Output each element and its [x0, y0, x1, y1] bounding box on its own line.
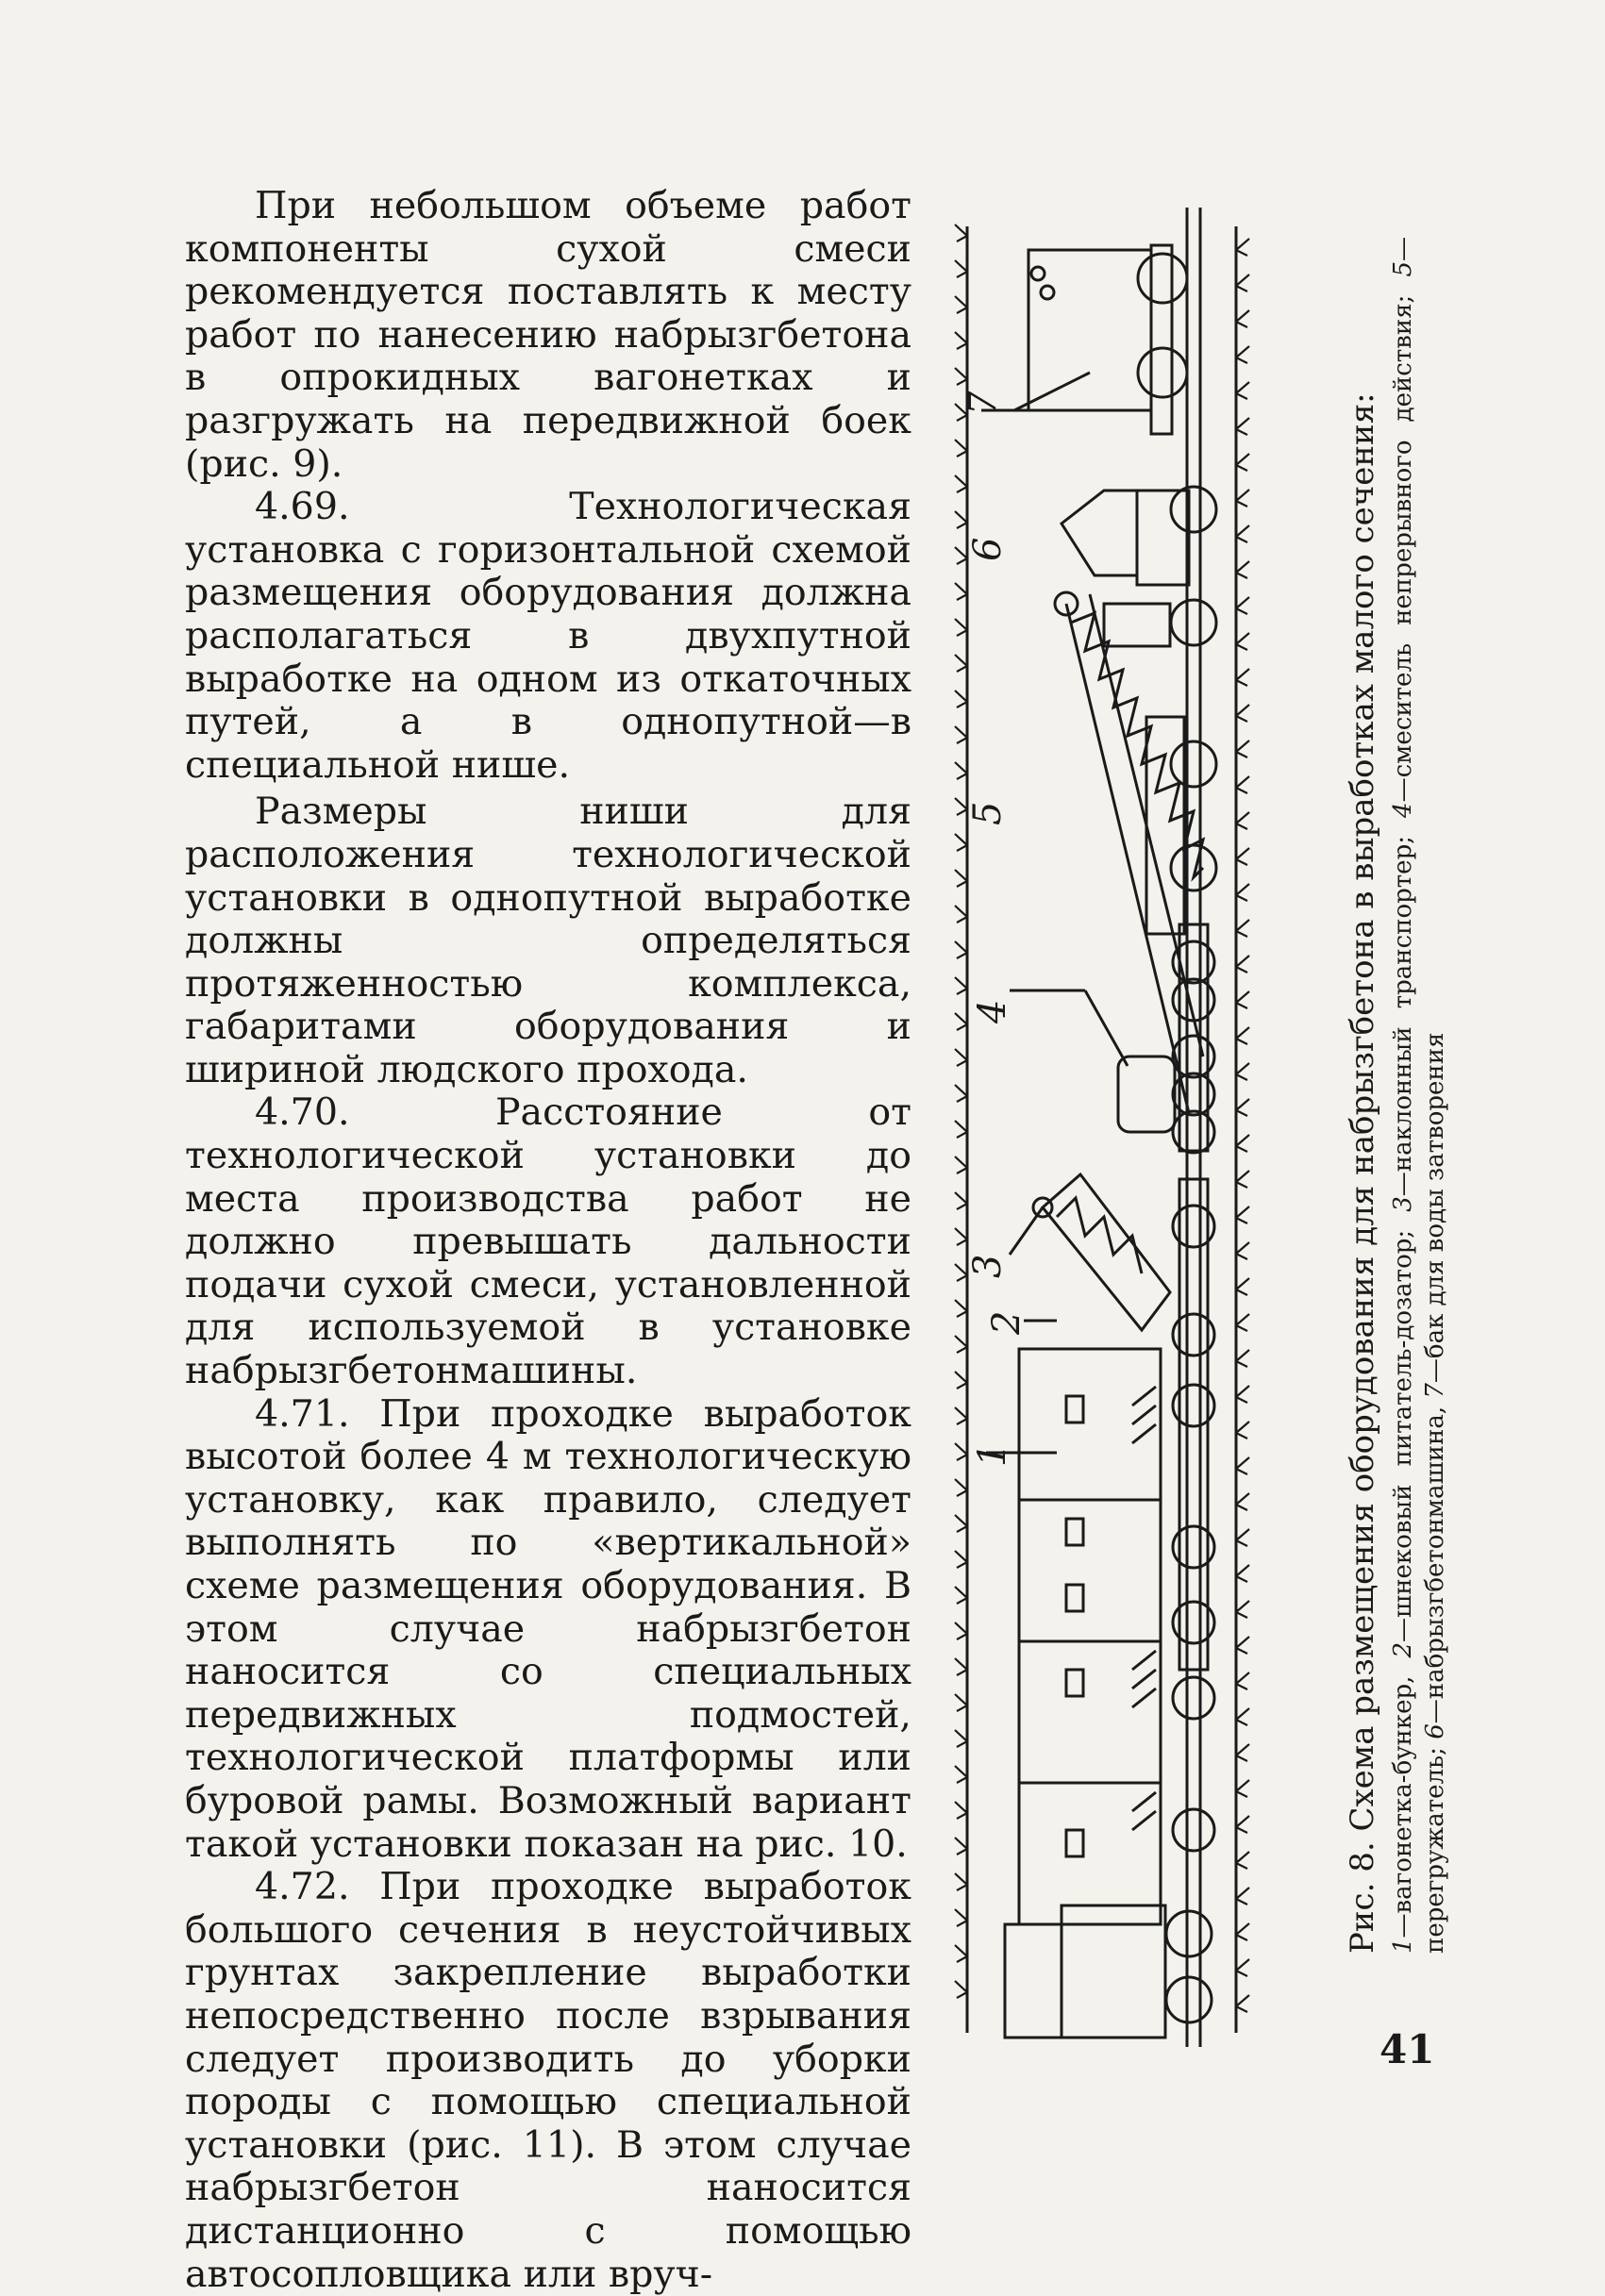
page-number: 41 — [1379, 2026, 1435, 2072]
legend-number: 1 — [1389, 1938, 1417, 1954]
paragraph: При небольшом объеме работ компоненты сухой смеси рекомендуется поставлять к месту работ по нанесению набрызгбетона в опрокидных вагонетках и разгружать на передвижной боек (рис. 9). — [185, 184, 911, 486]
equipment-diagram-drawing — [953, 208, 1264, 2047]
legend-text: —перегружатель; — [1389, 237, 1449, 1954]
paragraph: 4.70. Расстояние от технологической установки до места производства работ не должно превышать дальности подачи сухой смеси, установленной для используемой в установке набрызгбетонмашины. — [185, 1090, 911, 1393]
legend-number: 5 — [1389, 261, 1417, 277]
callout-label: 2 — [985, 1310, 1028, 1335]
legend-number: 4 — [1389, 802, 1417, 818]
body-text — [185, 185, 911, 2296]
equipment-diagram — [953, 208, 1264, 2047]
paragraph: 4.69. Технологическая установка с горизонтальной схемой размещения оборудования должна располагаться в двухпутной выработке на одном из откаточных путей, а в однопутной—в специальной нише. — [185, 485, 911, 787]
legend-number: 6 — [1421, 1723, 1449, 1739]
paragraph: Размеры ниши для расположения технологической установки в однопутной выработке должны определяться протяженностью комплекса, габаритами оборудования и шириной людского прохода. — [185, 790, 911, 1091]
legend-number: 7 — [1421, 1383, 1449, 1399]
callout-label: 5 — [966, 801, 1010, 825]
figure-caption-title: Рис. 8. Схема размещения оборудования для набрызгбетона в выработках малого сечения: — [1344, 392, 1381, 1954]
legend-text: —вагонетка-бункер, — [1389, 1657, 1417, 1938]
callout-label: 6 — [966, 537, 1010, 561]
legend-text: —набрызгбетонмашина, — [1421, 1398, 1449, 1724]
callout-label: 7 — [961, 391, 1005, 415]
paragraph: 4.72. При проходке выработок большого сечения в неустойчивых грунтах закрепление выработки непосредственно после взрывания следует производить до уборки породы с помощью специальной установки (рис. 11). В этом случае набрызгбетон наносится дистанционно с помощью автосопловщика или вруч- — [185, 1865, 911, 2296]
legend-text: —наклонный транспортер; — [1389, 817, 1417, 1197]
legend-text: —бак для воды затворения — [1421, 1032, 1449, 1384]
legend-number: 2 — [1389, 1641, 1417, 1658]
callout-label: 4 — [971, 999, 1014, 1023]
callout-label: 1 — [971, 1442, 1014, 1467]
legend-number: 3 — [1389, 1196, 1417, 1212]
figure-legend — [1387, 237, 1451, 1954]
legend-text: —смеситель непрерывного действия; — [1389, 276, 1417, 803]
legend-text: —шнековый питатель-дозатор; — [1389, 1211, 1417, 1642]
paragraph: 4.71. При проходке выработок высотой более 4 м технологическую установку, как правило, следует выполнять по «вертикальной» схеме размещения оборудования. В этом случае набрызгбетон наносится со специальных передвижных подмостей, технологической платформы или буровой рамы. Возможный вариант такой установки показан на рис. 10. — [185, 1391, 911, 1866]
figure-caption — [1342, 237, 1451, 1954]
callout-label: 3 — [966, 1254, 1010, 1278]
